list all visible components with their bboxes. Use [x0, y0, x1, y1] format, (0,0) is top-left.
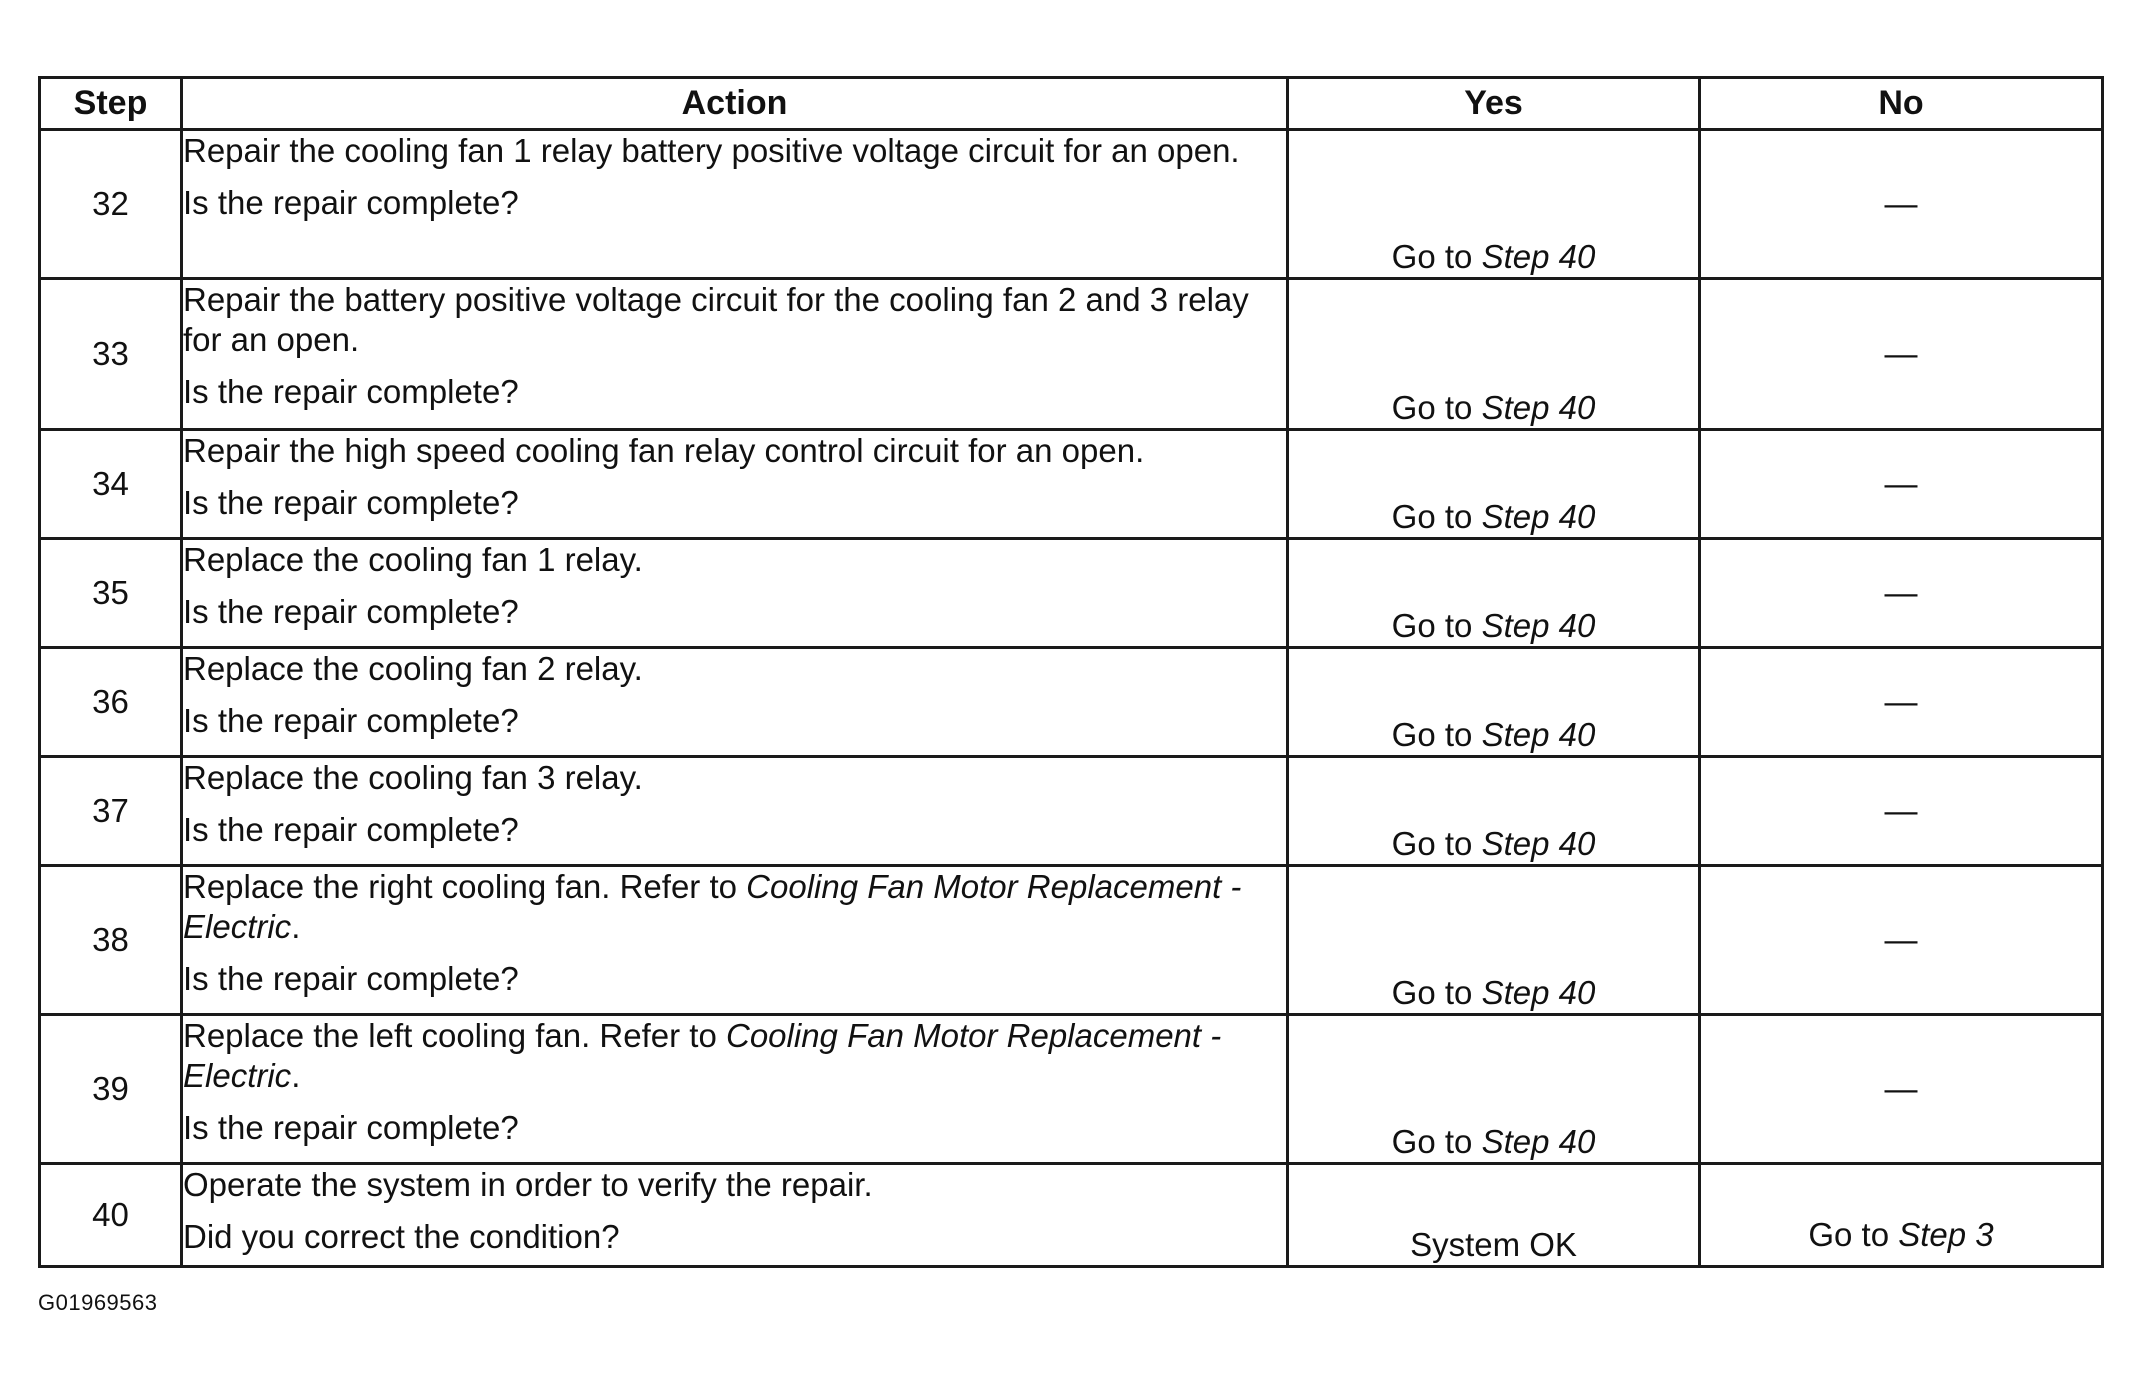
yes-cell: [1288, 539, 1700, 648]
step-number: 37: [40, 757, 182, 866]
step-number: 35: [40, 539, 182, 648]
table-row: [40, 539, 2103, 648]
action-text-plain: Replace the right cooling fan. Refer to: [183, 868, 747, 905]
table-row: [40, 757, 2103, 866]
no-cell: —: [1700, 430, 2103, 539]
no-cell: —: [1700, 757, 2103, 866]
yes-cell: [1288, 130, 1700, 279]
figure-id: G01969563: [38, 1290, 158, 1315]
yes-step-ref: Step 40: [1481, 974, 1596, 1011]
action-question: Is the repair complete?: [183, 811, 519, 848]
no-cell: —: [1700, 279, 2103, 430]
action-question: Is the repair complete?: [183, 960, 519, 997]
yes-cell: [1288, 866, 1700, 1015]
yes-prefix: Go to: [1391, 1123, 1473, 1160]
yes-prefix: Go to: [1391, 716, 1473, 753]
header-no: No: [1700, 78, 2103, 130]
action-cell: [182, 539, 1288, 648]
action-text-tail: .: [291, 908, 301, 945]
yes-cell: [1288, 648, 1700, 757]
step-number: 40: [40, 1164, 182, 1267]
action-text-tail: .: [291, 1057, 301, 1094]
action-cell: [182, 430, 1288, 539]
no-prefix: Go to: [1808, 1216, 1890, 1253]
yes-prefix: Go to: [1391, 607, 1473, 644]
table-row: [40, 648, 2103, 757]
action-cell: [182, 1164, 1288, 1267]
step-number: 36: [40, 648, 182, 757]
action-text: Replace the cooling fan 2 relay.: [183, 650, 643, 687]
yes-step-ref: Step 40: [1481, 825, 1596, 862]
action-question: Is the repair complete?: [183, 373, 519, 410]
action-reference: Cooling Fan Motor Replacement - Electric: [183, 868, 1242, 945]
no-cell: —: [1700, 1015, 2103, 1164]
action-text: [183, 1016, 1286, 1096]
yes-cell: [1288, 279, 1700, 430]
table-row: [40, 1164, 2103, 1267]
no-cell: —: [1700, 866, 2103, 1015]
yes-result: System OK: [1410, 1226, 1577, 1263]
action-cell: [182, 648, 1288, 757]
action-text: Replace the cooling fan 3 relay.: [183, 759, 643, 796]
action-question: Is the repair complete?: [183, 593, 519, 630]
table-row: [40, 130, 2103, 279]
step-number: 33: [40, 279, 182, 430]
yes-prefix: Go to: [1391, 389, 1473, 426]
no-cell: —: [1700, 539, 2103, 648]
action-text: Repair the battery positive voltage circuit for the cooling fan 2 and 3 relay for an open.: [183, 281, 1249, 358]
action-cell: [182, 130, 1288, 279]
action-text: Replace the cooling fan 1 relay.: [183, 541, 643, 578]
no-step-ref: Step 3: [1898, 1216, 1994, 1253]
action-cell: [182, 757, 1288, 866]
yes-cell: [1288, 430, 1700, 539]
action-cell: [182, 1015, 1288, 1164]
action-text: Repair the high speed cooling fan relay control circuit for an open.: [183, 432, 1145, 469]
table-row: [40, 430, 2103, 539]
header-yes: Yes: [1288, 78, 1700, 130]
yes-prefix: Go to: [1391, 238, 1473, 275]
no-cell: —: [1700, 130, 2103, 279]
header-action: Action: [182, 78, 1288, 130]
action-question: Is the repair complete?: [183, 1109, 519, 1146]
action-text-plain: Replace the left cooling fan. Refer to: [183, 1017, 726, 1054]
action-text: [183, 867, 1286, 947]
action-text: Repair the cooling fan 1 relay battery positive voltage circuit for an open.: [183, 132, 1240, 169]
table-header-row: [40, 78, 2103, 130]
table-row: [40, 866, 2103, 1015]
step-number: 34: [40, 430, 182, 539]
table-row: [40, 1015, 2103, 1164]
yes-prefix: Go to: [1391, 825, 1473, 862]
yes-cell: [1288, 1015, 1700, 1164]
yes-step-ref: Step 40: [1481, 1123, 1596, 1160]
yes-step-ref: Step 40: [1481, 607, 1596, 644]
header-step: Step: [40, 78, 182, 130]
action-text: Operate the system in order to verify the repair.: [183, 1166, 873, 1203]
step-number: 38: [40, 866, 182, 1015]
action-cell: [182, 866, 1288, 1015]
yes-cell: [1288, 1164, 1700, 1267]
action-question: Is the repair complete?: [183, 184, 519, 221]
diagnostic-steps-table: [38, 76, 2104, 1268]
diagnostic-table-container: [38, 76, 2101, 1268]
action-cell: [182, 279, 1288, 430]
action-question: Is the repair complete?: [183, 702, 519, 739]
yes-step-ref: Step 40: [1481, 238, 1596, 275]
yes-step-ref: Step 40: [1481, 389, 1596, 426]
no-cell: [1700, 1164, 2103, 1267]
step-number: 39: [40, 1015, 182, 1164]
action-question: Is the repair complete?: [183, 484, 519, 521]
yes-prefix: Go to: [1391, 974, 1473, 1011]
yes-prefix: Go to: [1391, 498, 1473, 535]
table-row: [40, 279, 2103, 430]
step-number: 32: [40, 130, 182, 279]
action-question: Did you correct the condition?: [183, 1218, 620, 1255]
action-reference: Cooling Fan Motor Replacement - Electric: [183, 1017, 1222, 1094]
yes-step-ref: Step 40: [1481, 498, 1596, 535]
yes-step-ref: Step 40: [1481, 716, 1596, 753]
yes-cell: [1288, 757, 1700, 866]
no-cell: —: [1700, 648, 2103, 757]
